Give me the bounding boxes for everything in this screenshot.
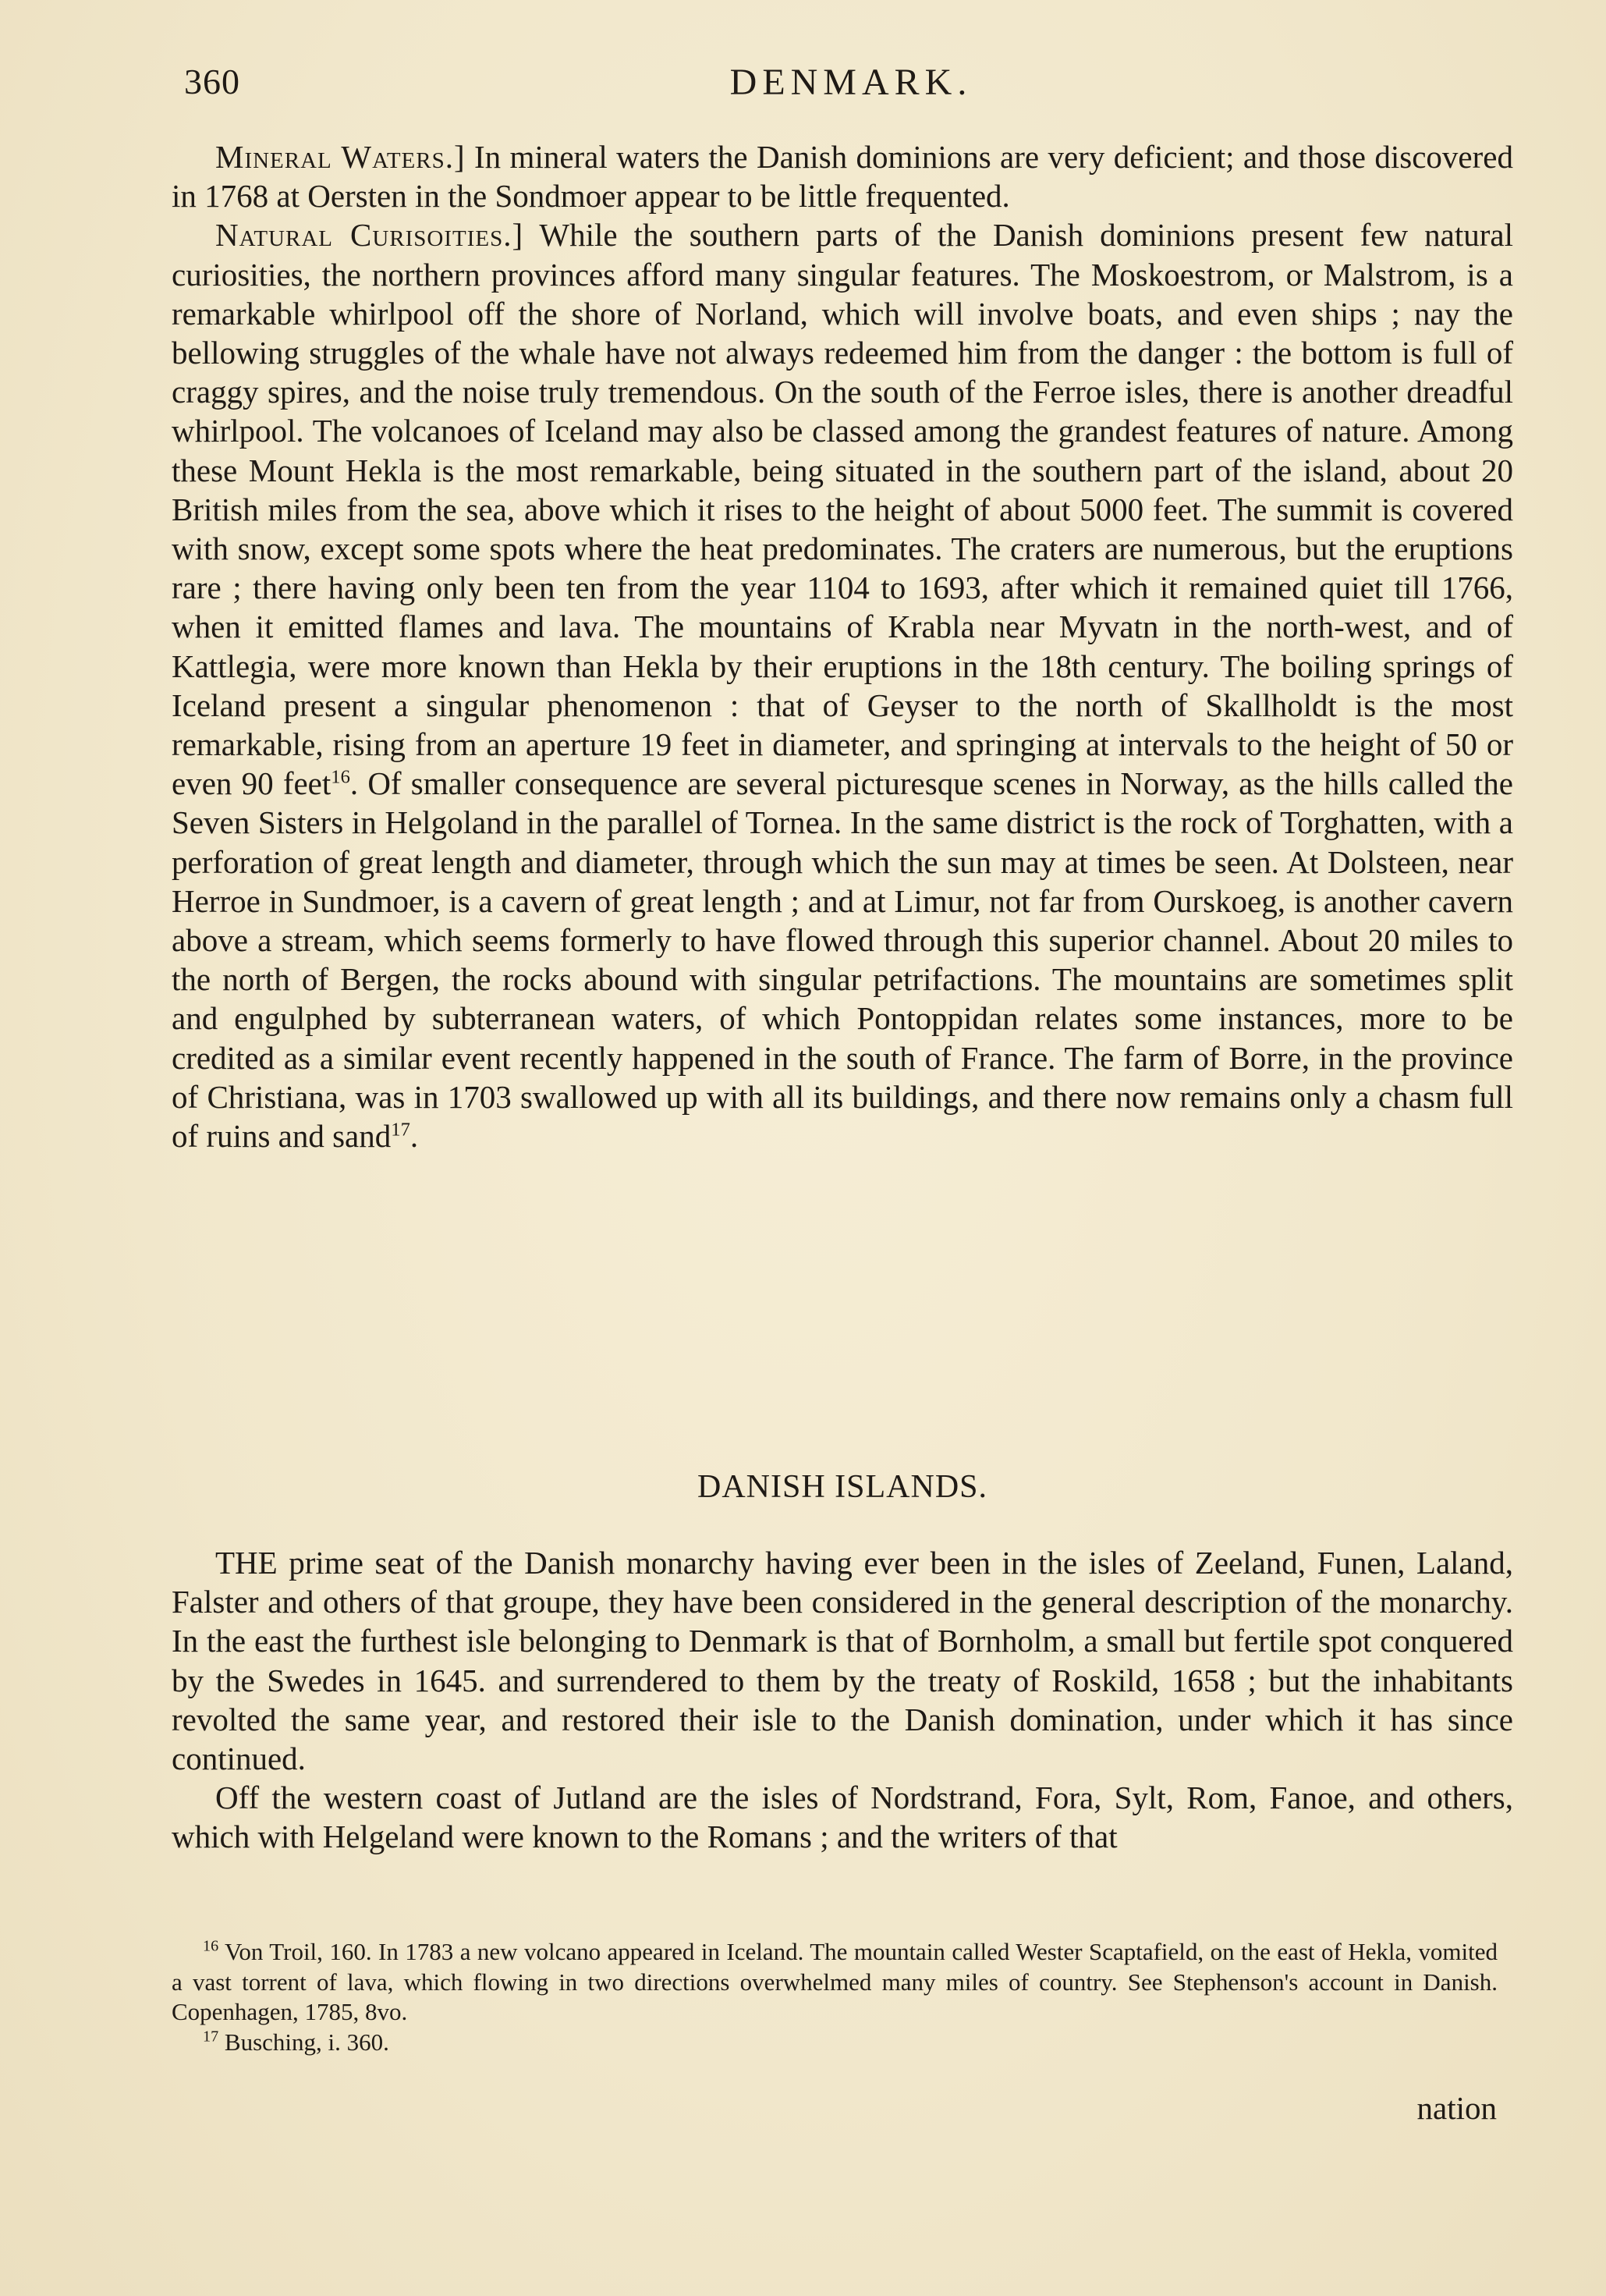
footnote-ref-17: 17 [391, 1119, 410, 1141]
section-label-mineral-waters: Mineral Waters.] [215, 139, 466, 175]
footnote-16 [172, 1937, 1498, 2028]
footnote-text: Von Troil, 160. In 1783 a new volcano appeared in Iceland. The mountain called Wester Scaptafield, on the east of Hekla, vomited a vast torrent of lava, which flowing in two directions overwhelmed many miles of country. See Stephenson's account in Danish. Copenhagen, 1785, 8vo. [172, 1938, 1498, 2025]
footnote-text: Busching, i. 360. [218, 2028, 389, 2056]
page-header [184, 61, 1494, 115]
natural-curiosities-text-end: . [409, 1118, 419, 1155]
catchword: nation [1416, 2090, 1497, 2126]
natural-curiosities-text-continued: . Of smaller consequence are several picturesque scenes in Norway, as the hills called the Seven Sisters in Helgoland in the parallel of Tornea. In the same district is the rock of Torghatten, with a perforation of great length and diameter, through which the sun may at times be seen. At Dolsteen, near Herroe in Sundmoer, is a cavern of great length ; and at Limur, not far from Ourskoeg, is another cavern above a stream, which seems formerly to have flowed through this superior channel. About 20 miles to the north of Bergen, the rocks abound with singular petrifactions. The mountains are sometimes split and engulphed by subterranean waters, of which Pontoppidan relates some instances, more to be credited as a similar event recently happened in the south of France. The farm of Borre, in the province of Christiana, was in 1703 swallowed up with all its buildings, and there now remains only a chasm full of ruins and sand [172, 765, 1513, 1155]
footnotes [172, 1937, 1498, 2057]
section-label-natural-curiosities: Natural Curisoities.] [215, 217, 524, 254]
section-heading-danish-islands: DANISH ISLANDS. [697, 1469, 988, 1505]
footnote-mark: 17 [203, 2028, 219, 2046]
running-head: DENMARK. [729, 62, 973, 103]
paragraph-natural-curiosities [172, 215, 1513, 1155]
footnote-ref-16: 16 [331, 766, 350, 788]
main-text [172, 137, 1513, 1155]
page-number: 360 [184, 62, 240, 101]
footnote-17 [172, 2028, 1498, 2058]
paragraph-danish-islands-1: THE prime seat of the Danish monarchy having ever been in the isles of Zeeland, Funen, Laland, Falster and others of that groupe, they have been considered in the general description of the monarchy. In the east the furthest isle belonging to Denmark is that of Bornholm, a small but fertile spot conquered by the Swedes in 1645. and surrendered to them by the treaty of Roskild, 1658 ; but the inhabitants revolted the same year, and restored their isle to the Danish domination, under which it has since continued. [172, 1545, 1513, 1777]
paragraph-danish-islands-2: Off the western coast of Jutland are the isles of Nordstrand, Fora, Sylt, Rom, Fanoe, and others, which with Helgeland were known to the Romans ; and the writers of that [172, 1780, 1513, 1855]
natural-curiosities-text: While the southern parts of the Danish dominions present few natural curiosities, the northern provinces afford many singular features. The Moskoestrom, or Malstrom, is a remarkable whirlpool off the shore of Norland, which will involve boats, and even ships ; nay the bellowing struggles of the whale have not always redeemed him from the danger : the bottom is full of craggy spires, and the noise truly tremendous. On the south of the Ferroe isles, there is another dreadful whirlpool. The volcanoes of Iceland may also be classed among the grandest features of nature. Among these Mount Hekla is the most remarkable, being situated in the southern part of the island, about 20 British miles from the sea, above which it rises to the height of about 5000 feet. The summit is covered with snow, except some spots where the heat predominates. The craters are numerous, but the eruptions rare ; there having only been ten from the year 1104 to 1693, after which it remained quiet till 1766, when it emitted flames and lava. The mountains of Krabla near Myvatn in the north-west, and of Kattlegia, were more known than Hekla by their eruptions in the 18th century. The boiling springs of Iceland present a singular phenomenon : that of Geyser to the north of Skallholdt is the most remarkable, rising from an aperture 19 feet in diameter, and springing at intervals to the height of 50 or even 90 feet [172, 217, 1513, 802]
mineral-waters-text: In mineral waters the Danish dominions are very deficient; and those discovered in 1768 at Oersten in the Sondmoer appear to be little frequented. [172, 139, 1513, 215]
paragraph-mineral-waters [172, 137, 1513, 215]
footnote-mark: 16 [203, 1937, 219, 1955]
danish-islands-text [172, 1543, 1513, 1857]
